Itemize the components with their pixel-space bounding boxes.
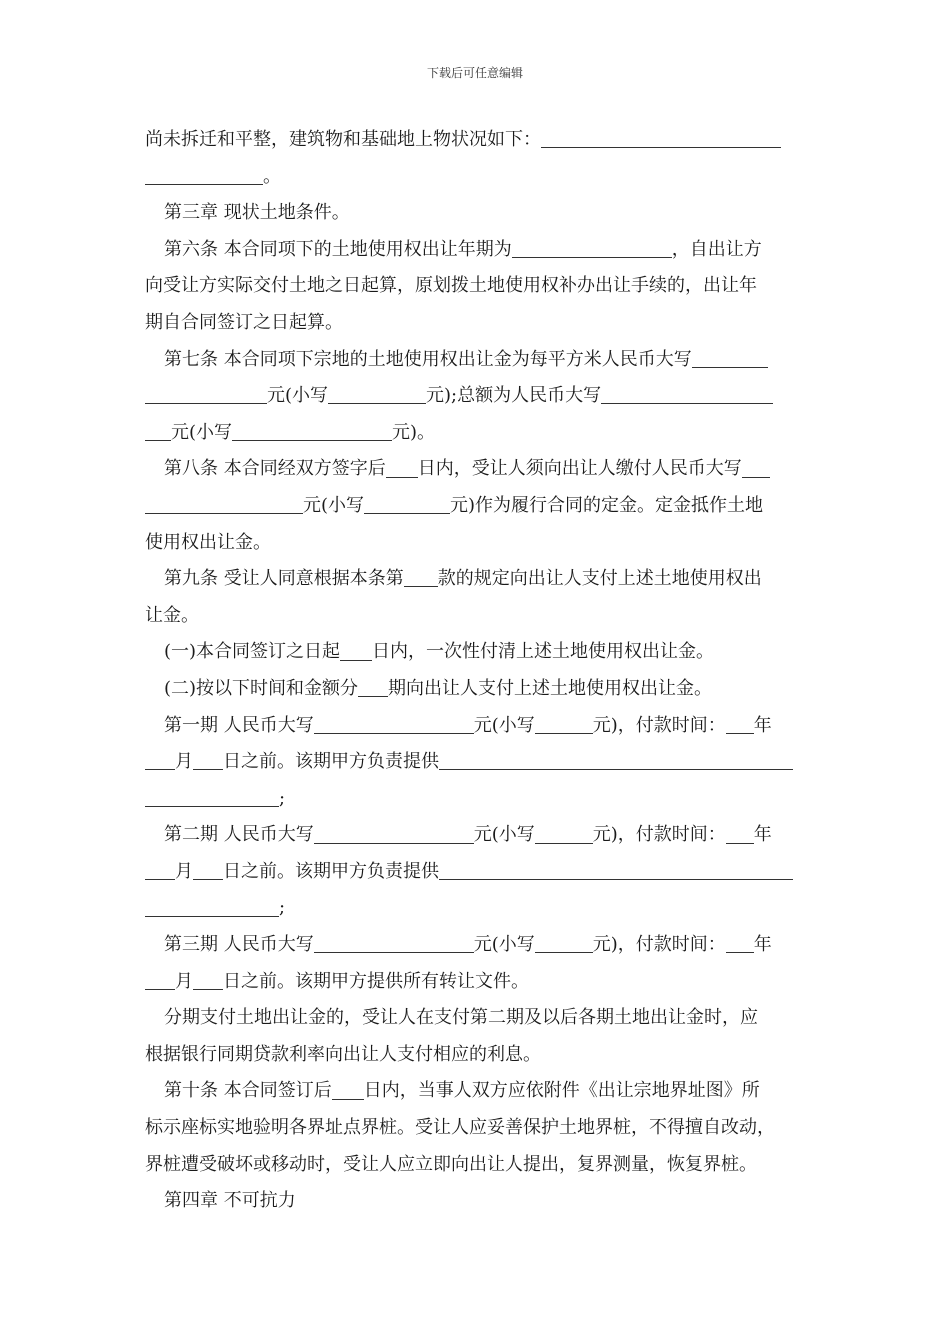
text-line: 使用权出让金。 bbox=[145, 531, 271, 553]
blank-field bbox=[232, 421, 392, 441]
blank-field bbox=[742, 458, 770, 478]
blank-field bbox=[145, 970, 175, 990]
blank-field bbox=[358, 677, 388, 697]
text-line: 标示座标实地验明各界址点界桩。受让人应妥善保护土地界桩，不得擅自改动， bbox=[145, 1117, 775, 1139]
text-line: ; bbox=[145, 781, 807, 818]
text-line: 向受让方实际交付土地之日起算，原划拨土地使用权补办出让手续的，出让年 bbox=[145, 275, 757, 297]
blank-field bbox=[692, 348, 768, 368]
installment-1: 第一期 人民币大写 元(小写 元)，付款时间： 年 bbox=[164, 714, 772, 736]
blank-field bbox=[439, 860, 793, 880]
text-line: 。 bbox=[145, 159, 807, 196]
text-line: 界桩遭受破坏或移动时，受让人应立即向出让人提出，复界测量，恢复界桩。 bbox=[145, 1153, 757, 1175]
text-line: 元(小写 元);总额为人民币大写 bbox=[145, 378, 807, 415]
blank-field bbox=[314, 824, 474, 844]
blank-field bbox=[535, 933, 593, 953]
blank-field bbox=[328, 385, 426, 405]
page-header: 下载后可任意编辑 bbox=[426, 66, 523, 80]
blank-field bbox=[193, 970, 223, 990]
article-8: 第八条 本合同经双方签字后 日内，受让人须向出让人缴付人民币大写 bbox=[145, 451, 807, 488]
clause-1: (一)本合同签订之日起 日内，一次性付清上述土地使用权出让金。 bbox=[164, 641, 715, 663]
blank-field bbox=[535, 824, 593, 844]
article-10: 第十条 本合同签订后 日内，当事人双方应依附件《出让宗地界址图》所 bbox=[164, 1080, 760, 1102]
blank-field bbox=[726, 714, 754, 734]
chapter-heading: 第四章 不可抗力 bbox=[164, 1190, 296, 1212]
text-line: 元(小写 元)。 bbox=[145, 415, 807, 452]
installment-2: 第二期 人民币大写 元(小写 元)，付款时间： 年 bbox=[164, 824, 772, 846]
text-line: 月 日之前。该期甲方提供所有转让文件。 bbox=[145, 964, 807, 1001]
blank-field bbox=[145, 421, 171, 441]
blank-field bbox=[145, 897, 279, 917]
text-line: 让金。 bbox=[145, 604, 199, 626]
blank-field bbox=[145, 750, 175, 770]
text-line: 尚未拆迁和平整，建筑物和基础地上物状况如下： bbox=[145, 122, 807, 159]
chapter-heading: 第三章 现状土地条件。 bbox=[164, 202, 350, 224]
blank-field bbox=[332, 1080, 364, 1100]
installment-note: 分期支付土地出让金的，受让人在支付第二期及以后各期土地出让金时，应 bbox=[164, 1007, 758, 1029]
article-7: 第七条 本合同项下宗地的土地使用权出让金为每平方米人民币大写 bbox=[145, 342, 807, 379]
blank-field bbox=[439, 750, 793, 770]
blank-field bbox=[314, 933, 474, 953]
blank-field bbox=[364, 494, 450, 514]
text-line: 期自合同签订之日起算。 bbox=[145, 311, 343, 333]
blank-field bbox=[145, 494, 303, 514]
blank-field bbox=[145, 787, 279, 807]
blank-field bbox=[145, 385, 267, 405]
text-line: 月 日之前。该期甲方负责提供 bbox=[145, 744, 807, 781]
blank-field bbox=[726, 824, 754, 844]
blank-field bbox=[193, 860, 223, 880]
text-line: 根据银行同期贷款利率向出让人支付相应的利息。 bbox=[145, 1043, 541, 1065]
blank-field bbox=[404, 567, 438, 587]
blank-field bbox=[340, 641, 372, 661]
blank-field bbox=[314, 714, 474, 734]
blank-field bbox=[193, 750, 223, 770]
article-9: 第九条 受让人同意根据本条第 款的规定向出让人支付上述土地使用权出 bbox=[164, 568, 762, 590]
blank-field bbox=[541, 128, 781, 148]
installment-3: 第三期 人民币大写 元(小写 元)，付款时间： 年 bbox=[164, 934, 772, 956]
blank-field bbox=[535, 714, 593, 734]
text-line: ; bbox=[145, 890, 807, 927]
blank-field bbox=[726, 933, 754, 953]
blank-field bbox=[601, 385, 773, 405]
blank-field bbox=[512, 238, 672, 258]
document-body bbox=[145, 122, 807, 1220]
clause-2: (二)按以下时间和金额分 期向出让人支付上述土地使用权出让金。 bbox=[164, 677, 713, 699]
text-line: 月 日之前。该期甲方负责提供 bbox=[145, 854, 807, 891]
blank-field bbox=[145, 165, 263, 185]
blank-field bbox=[145, 860, 175, 880]
blank-field bbox=[386, 458, 418, 478]
article-6: 第六条 本合同项下的土地使用权出让年期为 ，自出让方 bbox=[164, 238, 762, 260]
text-line: 元(小写 元)作为履行合同的定金。定金抵作土地 bbox=[145, 488, 807, 525]
